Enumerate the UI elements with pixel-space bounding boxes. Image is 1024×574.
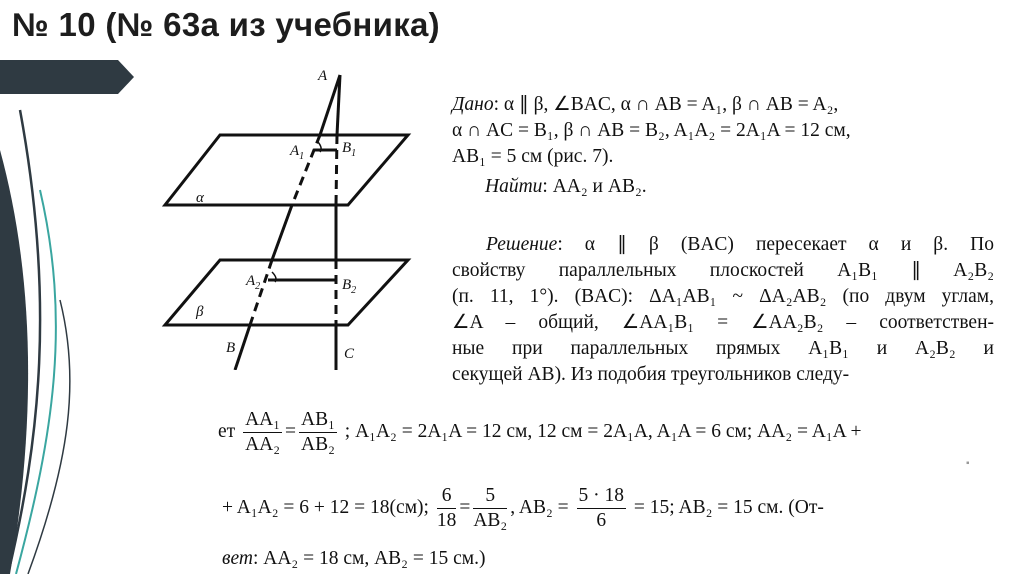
given-line-2: α ∩ AC = B₁, β ∩ AB = B₂, A₁A₂ = 2A₁A = 12 см,	[452, 120, 851, 141]
find-label: Найти	[485, 176, 543, 197]
label-beta: β	[196, 304, 204, 320]
label-C: C	[344, 346, 355, 362]
fraction-aa1-aa2: $\frac{\text{AA₁}}{\text{AA₂}}$	[245, 409, 281, 455]
equation-line-2: + A₁A₂ = 6 + 12 = 18(см); $\frac{6}{18}$ = $\frac{5}{\text{AB₂}}$ , AB₂ = $\frac{5 \cdot 18}{6}$ = 15; AB₂ = 15 см. (От-	[222, 485, 824, 531]
fraction-5-ab2: $\frac{5}{\text{AB₂}}$	[473, 485, 508, 531]
equation-line-1: ет $\frac{\text{AA₁}}{\text{AA₂}}$ = $\frac{\text{AB₁}}{\text{AB₂}}$ ; A₁A₂ = 2A₁A = 12 см, 12 см = 2A₁A, A₁A = 6 см; AA₂ = A₁A +	[218, 409, 862, 455]
solution-line-1: Решение: α ∥ β (BAC) пересекает α и β. По	[486, 234, 994, 255]
solution-line-2: свойству параллельных плоскостей A₁B₁ ∥ A₂B₂	[452, 260, 994, 281]
label-B: B	[226, 340, 236, 356]
label-A1: $A_1$	[290, 143, 305, 162]
given-label: Дано	[452, 94, 494, 115]
fraction-5x18-6: $\frac{5 \cdot 18}{6}$	[578, 485, 625, 531]
given-line-1: Дано: α ∥ β, ∠BAC, α ∩ AB = A₁, β ∩ AB = A₂,	[452, 94, 839, 115]
label-alpha: α	[196, 190, 204, 206]
label-B2: $B_2$	[342, 277, 357, 296]
find-line: Найти: AA₂ и AB₂.	[485, 176, 647, 197]
answer-line: вет: AA₂ = 18 см, AB₂ = 15 см.)	[222, 548, 486, 569]
slide-title: № 10 (№ 63а из учебника)	[12, 6, 440, 43]
fraction-ab1-ab2: $\frac{\text{AB₁}}{\text{AB₂}}$	[301, 409, 335, 455]
small-mark: ▪	[966, 458, 970, 469]
solution-block	[452, 232, 994, 388]
fraction-6-18: $\frac{6}{18}$	[436, 485, 457, 531]
planes-figure	[150, 70, 420, 370]
solution-line-3: (п. 11, 1°). (BAC): ΔA₁AB₁ ~ ΔA₂AB₂ (по двум углам,	[452, 286, 994, 307]
label-B1: $B_1$	[342, 140, 357, 159]
solution-line-6: секущей AB). Из подобия треугольников следу-	[452, 364, 850, 385]
solution-line-5: ные при параллельных прямых A₁B₁ и A₂B₂ и	[452, 338, 994, 359]
solution-line-4: ∠A – общий, ∠AA₁B₁ = ∠AA₂B₂ – соответствен-	[452, 312, 994, 333]
title-arrow-tab	[0, 60, 134, 94]
label-A2: $A_2$	[246, 273, 261, 292]
label-A: A	[318, 70, 328, 84]
answer-label: вет	[222, 548, 253, 569]
given-line-3: AB₁ = 5 см (рис. 7).	[452, 146, 614, 167]
